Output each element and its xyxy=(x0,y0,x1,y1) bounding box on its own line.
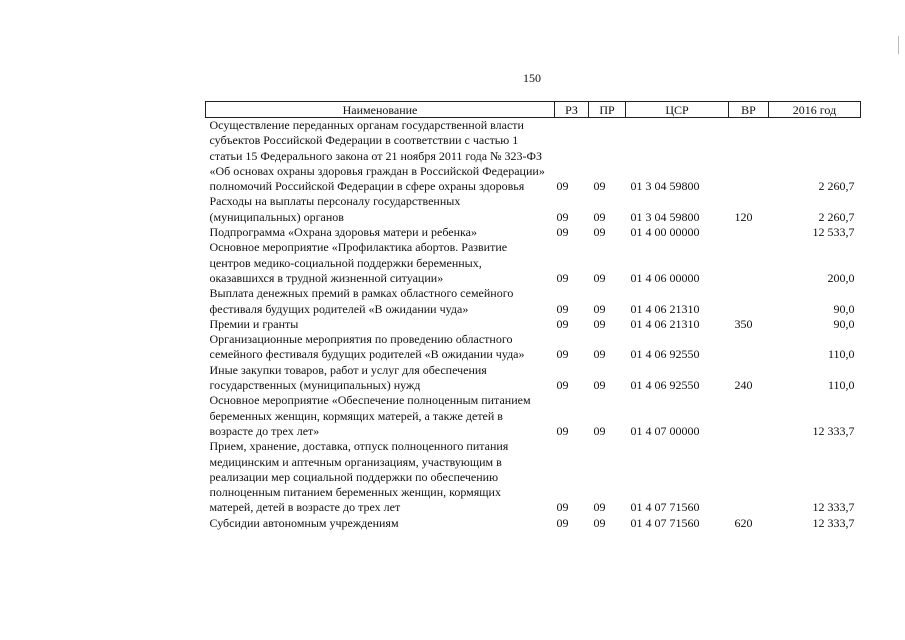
row-vr xyxy=(729,225,769,240)
table-row xyxy=(206,516,861,531)
row-rz: 09 xyxy=(556,423,569,438)
row-pr: 09 xyxy=(593,347,606,362)
row-vr xyxy=(729,332,769,363)
row-name: Иные закупки товаров, работ и услуг для обеспечения государственных (муниципальных) нужд xyxy=(209,362,487,393)
row-csr: 01 4 06 92550 xyxy=(630,347,700,362)
row-csr: 01 4 06 00000 xyxy=(630,270,700,285)
row-amount: 12 333,7 xyxy=(812,515,855,530)
row-pr: 09 xyxy=(593,270,606,285)
row-csr: 01 4 07 71560 xyxy=(630,500,700,515)
row-vr xyxy=(729,118,769,195)
row-pr: 09 xyxy=(593,179,606,194)
row-vr xyxy=(729,240,769,286)
page-number: 150 xyxy=(523,71,541,85)
row-pr: 09 xyxy=(593,423,606,438)
row-vr: 350 xyxy=(734,316,753,331)
row-pr: 09 xyxy=(593,316,606,331)
row-amount: 12 333,7 xyxy=(812,423,855,438)
table-row xyxy=(206,194,861,225)
table-row xyxy=(206,286,861,317)
row-pr: 09 xyxy=(593,515,606,530)
row-amount: 110,0 xyxy=(827,347,855,362)
row-rz: 09 xyxy=(556,316,569,331)
row-name: Прием, хранение, доставка, отпуск полноценного питания медицинским и аптечным организациям, участвующим в реализации мер социальной поддержки по обеспечению полноценным питанием беременных женщин, кормящих матерей, детей в возрасте до трех лет xyxy=(209,439,509,515)
row-amount: 12 533,7 xyxy=(812,225,855,240)
row-name: Премии и гранты xyxy=(209,316,299,331)
row-rz: 09 xyxy=(556,270,569,285)
header-csr: ЦСР xyxy=(626,102,729,118)
row-amount: 200,0 xyxy=(827,270,855,285)
row-name: Расходы на выплаты персоналу государственных (муниципальных) органов xyxy=(209,194,461,224)
row-rz: 09 xyxy=(556,225,569,240)
table-row xyxy=(206,225,861,240)
row-name: Основное мероприятие «Обеспечение полноценным питанием беременных женщин, кормящих матерей, а также детей в возрасте до трех лет» xyxy=(209,393,531,438)
table-row xyxy=(206,363,861,394)
table-row xyxy=(206,240,861,286)
row-vr: 120 xyxy=(734,209,753,224)
row-name: Организационные мероприятия по проведению областного семейного фестиваля будущих родителей «В ожидании чуда» xyxy=(209,332,525,362)
row-amount: 90,0 xyxy=(833,316,855,331)
table-row xyxy=(206,439,861,515)
header-year: 2016 год xyxy=(769,102,861,118)
row-rz: 09 xyxy=(556,347,569,362)
header-pr: ПР xyxy=(589,102,626,118)
row-amount: 12 333,7 xyxy=(812,500,855,515)
row-amount: 2 260,7 xyxy=(818,179,855,194)
row-amount: 110,0 xyxy=(827,378,855,393)
row-pr: 09 xyxy=(593,378,606,393)
row-csr: 01 4 06 21310 xyxy=(630,316,700,331)
row-pr: 09 xyxy=(593,209,606,224)
row-csr: 01 4 07 71560 xyxy=(630,515,700,530)
table-row xyxy=(206,118,861,195)
table-row xyxy=(206,317,861,332)
table-body xyxy=(206,118,861,532)
row-vr xyxy=(729,393,769,439)
header-name: Наименование xyxy=(206,102,555,118)
row-csr: 01 3 04 59800 xyxy=(630,209,700,224)
row-csr: 01 4 00 00000 xyxy=(630,225,700,240)
header-rz: РЗ xyxy=(555,102,589,118)
row-csr: 01 4 06 92550 xyxy=(630,378,700,393)
row-csr: 01 4 07 00000 xyxy=(630,423,700,438)
row-name: Осуществление переданных органам государственной власти субъектов Российской Федерации в соответствии с частью 1 статьи 15 Федерального закона от 21 ноября 2011 года № 323-ФЗ «Об основах охраны здоровья граждан в Российской Федерации» полномочий Российской Федерации в сфере охраны здоровья xyxy=(209,118,545,194)
budget-table xyxy=(205,101,861,531)
row-vr: 240 xyxy=(734,378,753,393)
row-pr: 09 xyxy=(593,500,606,515)
row-name: Субсидии автономным учреждениям xyxy=(209,515,399,530)
row-rz: 09 xyxy=(556,378,569,393)
row-rz: 09 xyxy=(556,500,569,515)
row-pr: 09 xyxy=(593,225,606,240)
row-pr: 09 xyxy=(593,301,606,316)
header-vr: ВР xyxy=(729,102,769,118)
table-row xyxy=(206,393,861,439)
row-vr: 620 xyxy=(734,515,753,530)
row-rz: 09 xyxy=(556,301,569,316)
row-vr xyxy=(729,286,769,317)
table-row xyxy=(206,332,861,363)
scan-edge-mark xyxy=(898,36,899,54)
table-header-row xyxy=(206,102,861,118)
row-csr: 01 3 04 59800 xyxy=(630,179,700,194)
row-name: Основное мероприятие «Профилактика абортов. Развитие центров медико-социальной поддержки беременных, оказавшихся в трудной жизненной ситуации» xyxy=(209,240,508,285)
row-rz: 09 xyxy=(556,209,569,224)
row-amount: 90,0 xyxy=(833,301,855,316)
row-amount: 2 260,7 xyxy=(818,209,855,224)
row-name: Подпрограмма «Охрана здоровья матери и ребенка» xyxy=(209,225,477,240)
row-rz: 09 xyxy=(556,179,569,194)
row-vr xyxy=(729,439,769,515)
row-name: Выплата денежных премий в рамках областного семейного фестиваля будущих родителей «В ожидании чуда» xyxy=(209,286,514,316)
row-csr: 01 4 06 21310 xyxy=(630,301,700,316)
row-rz: 09 xyxy=(556,515,569,530)
